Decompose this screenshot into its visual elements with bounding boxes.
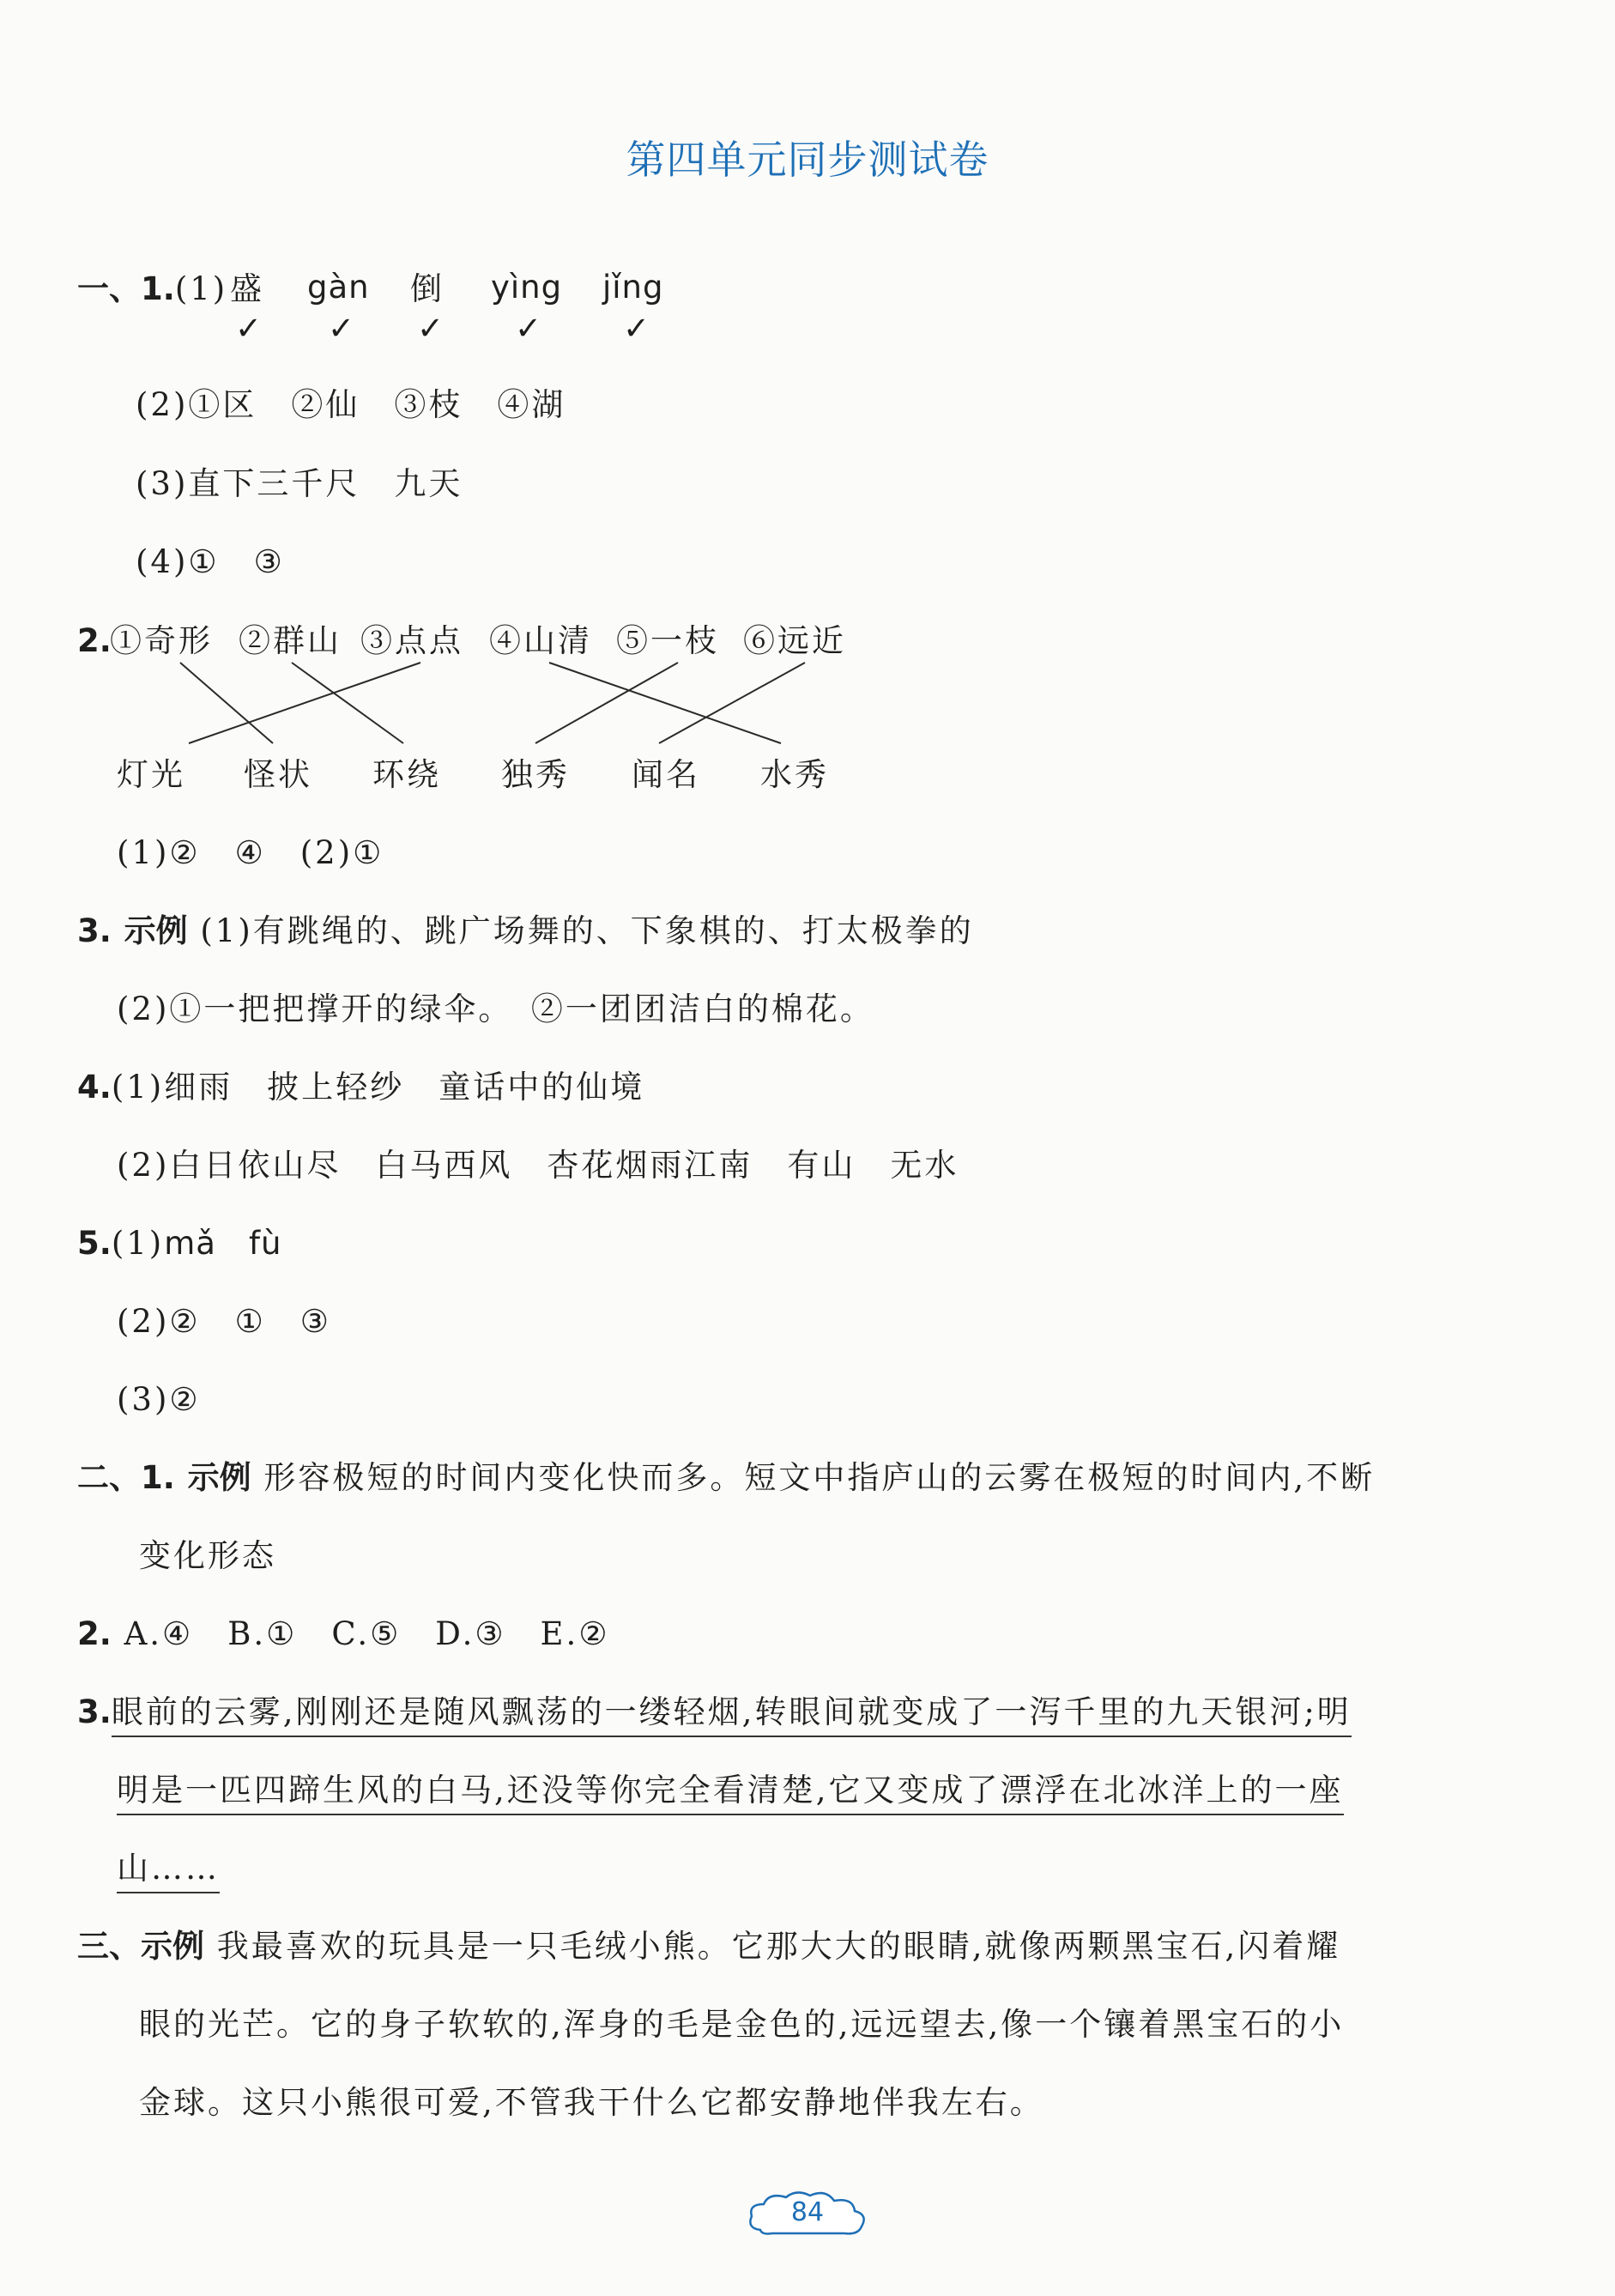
q2-answer: (1)② ④ (2)① [117,834,384,871]
match-top-2: ②群山 [239,622,342,659]
q1-1-item-1: gàn [307,269,370,306]
sec2-q2-label: 2. [77,1615,112,1652]
q5-1-prefix: (1) [111,1225,165,1262]
check-mark-icon: ✓ [623,310,653,347]
sec3-text-3: 金球。这只小熊很可爱,不管我干什么它都安静地伴我左右。 [139,2084,1044,2121]
q1-1-item-3: yìng [491,269,563,306]
sec2-q1-text-1: 形容极短的时间内变化快而多。短文中指庐山的云雾在极短的时间内,不断 [263,1459,1376,1496]
sec2-q3-line-1 [77,1693,1352,1730]
q5-label: 5. [77,1225,112,1262]
q4-label: 4. [77,1069,112,1106]
match-line [535,663,678,743]
sec3-line-1 [77,1928,1341,1965]
sec2-q3-text-2: 明是一匹四蹄生风的白马,还没等你完全看清楚,它又变成了漂浮在北冰洋上的一座 [117,1772,1344,1815]
sec2-q1-text-2: 变化形态 [139,1537,276,1574]
sec3-text-2: 眼的光芒。它的身子软软的,浑身的毛是金色的,远远望去,像一个镶着黑宝石的小 [139,2006,1345,2043]
sec2-q2-answer: A.④ B.① C.⑤ D.③ E.② [124,1615,610,1652]
q3-label: 3. [77,912,112,949]
sec2-q3-text-3: 山…… [117,1850,220,1893]
example-tag: 示例 [124,912,188,949]
q2-label: 2. [77,622,112,659]
match-bottom-2: 怪状 [244,756,312,793]
q5-2: (2)② ① ③ [117,1303,331,1340]
q1-3: (3)直下三千尺 九天 [136,465,463,502]
match-top-3: ③点点 [360,622,463,659]
match-top-6: ⑥远近 [743,622,846,659]
section-3-label: 三、 [77,1928,141,1965]
match-bottom-3: 环绕 [372,756,441,793]
q1-2: (2)①区 ②仙 ③枝 ④湖 [136,386,566,423]
match-bottom-5: 闻名 [632,756,700,793]
example-tag: 示例 [141,1928,204,1965]
q1-4: (4)① ③ [136,543,285,580]
q4-2: (2)白日依山尽 白马西风 杏花烟雨江南 有山 无水 [117,1147,959,1184]
q1-1-item-0: 盛 [230,270,264,307]
q3-line-1 [77,912,974,949]
match-bottom-4: 独秀 [501,756,570,793]
check-mark-icon: ✓ [515,310,545,347]
match-bottom-6: 水秀 [760,756,829,793]
sec2-q1-line-1 [77,1459,1376,1496]
page-number: 84 [790,2197,825,2227]
page-title: 第四单元同步测试卷 [626,136,989,183]
example-tag: 示例 [187,1459,251,1496]
match-top-5: ⑤一枝 [616,622,719,659]
q1-1-item-4: jǐng [602,269,664,306]
check-mark-icon: ✓ [328,310,358,347]
q1-1-item-2: 倒 [410,270,445,307]
q4-line-1 [77,1069,645,1106]
section-2-label: 二、1. [77,1459,175,1496]
sec3-text-1: 我最喜欢的玩具是一只毛绒小熊。它那大大的眼睛,就像两颗黑宝石,闪着耀 [216,1928,1341,1965]
sec2-q3-label: 3. [77,1693,112,1730]
check-mark-icon: ✓ [235,310,265,347]
q5-1-pinyin: mǎ fù [164,1225,282,1262]
q3-2: (2)①一把把撑开的绿伞。 ②一团团洁白的棉花。 [117,990,874,1027]
sec2-q3-text-1: 眼前的云雾,刚刚还是随风飘荡的一缕轻烟,转眼间就变成了一泻千里的九天银河;明 [112,1693,1352,1737]
match-line [549,663,781,743]
q1-1-prefix: (1) [174,270,228,307]
sec2-q2-line [77,1615,610,1652]
sec2-q3-text-2-wrap [117,1774,1344,1806]
q5-3: (3)② [117,1381,201,1418]
match-top-1: ①奇形 [110,622,213,659]
sec2-q3-text-3-wrap [117,1850,220,1887]
q4-1: (1)细雨 披上轻纱 童话中的仙境 [111,1069,645,1106]
q5-line-1 [77,1225,282,1262]
match-line [180,663,273,743]
match-bottom-1: 灯光 [117,756,185,793]
section-1-label: 一、1. [77,270,175,307]
match-line [659,663,805,743]
check-mark-icon: ✓ [417,310,447,347]
match-top-4: ④山清 [489,622,592,659]
q3-1: (1)有跳绳的、跳广场舞的、下象棋的、打太极拳的 [200,912,974,949]
